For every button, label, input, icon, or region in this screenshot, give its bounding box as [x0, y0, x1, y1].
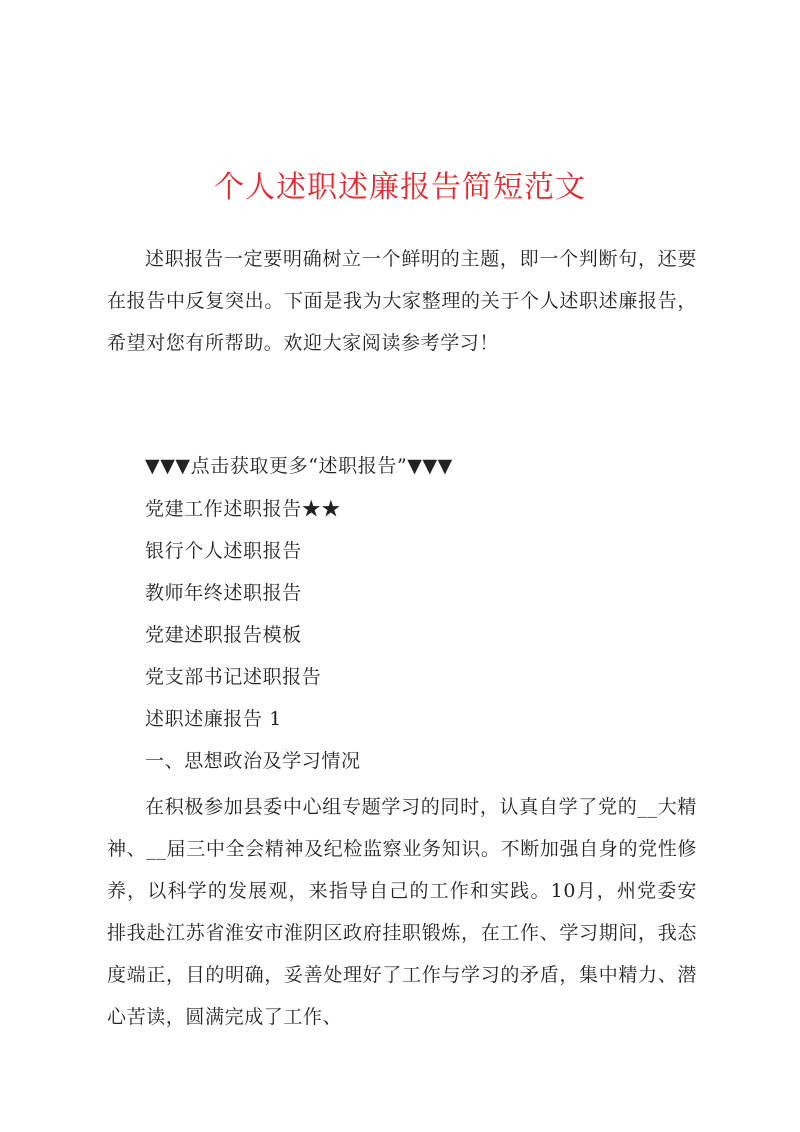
section-heading: 一、思想政治及学习情况 [145, 750, 361, 772]
link-branch-secretary-report[interactable]: 党支部书记述职报告 [145, 666, 322, 688]
link-party-building-report[interactable]: 党建工作述职报告★★ [145, 498, 342, 520]
body-paragraph: 在积极参加县委中心组专题学习的同时，认真自学了党的__大精神、__届三中全会精神及纪检监察业务知识。不断加强自身的党性修养，以科学的发展观，来指导自己的工作和实践。10月，州党委安排我赴江苏省淮安市淮阴区政府挂职锻炼，在工作、学习期间，我态度端正，目的明确，妥善处理好了工作与学习的矛盾，集中精力、潜心苦读，圆满完成了工作、 [107, 796, 697, 1028]
link-bank-personal-report[interactable]: 银行个人述职报告 [145, 540, 302, 562]
more-reports-link[interactable]: ▼▼▼点击获取更多“述职报告”▼▼▼ [145, 455, 453, 477]
document-title: 个人述职述廉报告简短范文 [214, 170, 586, 205]
link-teacher-year-end-report[interactable]: 教师年终述职报告 [145, 582, 302, 604]
link-party-report-template[interactable]: 党建述职报告模板 [145, 624, 302, 646]
report-heading: 述职述廉报告 1 [145, 708, 282, 730]
intro-paragraph: 述职报告一定要明确树立一个鲜明的主题，即一个判断句，还要在报告中反复突出。下面是我为大家整理的关于个人述职述廉报告，希望对您有所帮助。欢迎大家阅读参考学习！ [107, 248, 697, 354]
